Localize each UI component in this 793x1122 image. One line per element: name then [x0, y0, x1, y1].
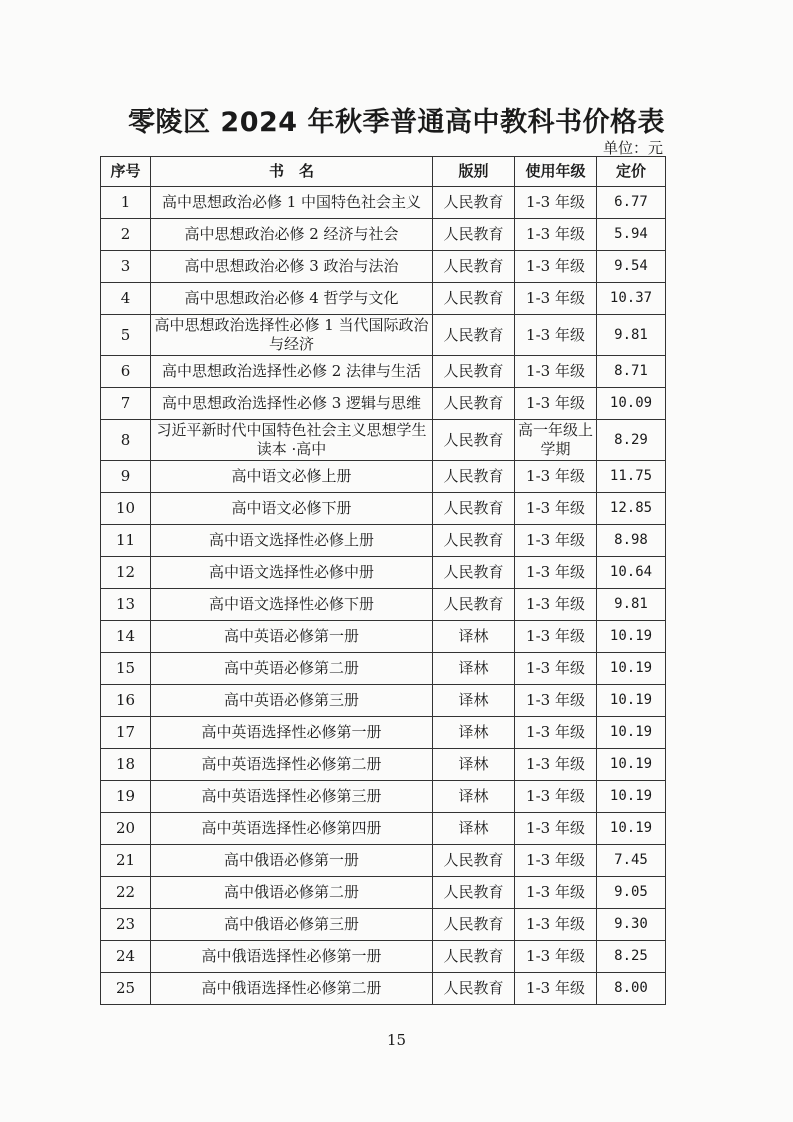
price-cell: 10.64 — [597, 557, 666, 589]
table-body — [101, 187, 666, 1005]
row-number-cell: 1 — [101, 187, 151, 219]
table-row — [101, 653, 666, 685]
row-number-cell: 25 — [101, 973, 151, 1005]
edition-cell: 译林 — [433, 621, 515, 653]
edition-cell: 人民教育 — [433, 420, 515, 461]
row-number-cell: 9 — [101, 461, 151, 493]
edition-cell: 人民教育 — [433, 845, 515, 877]
edition-cell: 人民教育 — [433, 877, 515, 909]
row-number-cell: 2 — [101, 219, 151, 251]
table-row — [101, 621, 666, 653]
edition-cell: 译林 — [433, 749, 515, 781]
edition-cell: 人民教育 — [433, 525, 515, 557]
book-name-cell: 高中俄语选择性必修第一册 — [151, 941, 433, 973]
grade-cell: 高一年级上学期 — [515, 420, 597, 461]
book-name-cell: 高中俄语必修第二册 — [151, 877, 433, 909]
header-edition: 版别 — [433, 157, 515, 187]
row-number-cell: 6 — [101, 356, 151, 388]
row-number-cell: 19 — [101, 781, 151, 813]
grade-cell: 1-3 年级 — [515, 717, 597, 749]
table-row — [101, 813, 666, 845]
table-row — [101, 525, 666, 557]
table-row — [101, 941, 666, 973]
price-cell: 11.75 — [597, 461, 666, 493]
grade-cell: 1-3 年级 — [515, 941, 597, 973]
book-name-cell: 高中俄语必修第一册 — [151, 845, 433, 877]
book-name-cell: 高中英语必修第三册 — [151, 685, 433, 717]
table-row — [101, 219, 666, 251]
book-name-cell: 高中英语选择性必修第二册 — [151, 749, 433, 781]
grade-cell: 1-3 年级 — [515, 525, 597, 557]
table-row — [101, 315, 666, 356]
row-number-cell: 23 — [101, 909, 151, 941]
row-number-cell: 10 — [101, 493, 151, 525]
grade-cell: 1-3 年级 — [515, 493, 597, 525]
grade-cell: 1-3 年级 — [515, 219, 597, 251]
row-number-cell: 22 — [101, 877, 151, 909]
row-number-cell: 16 — [101, 685, 151, 717]
price-cell: 9.81 — [597, 589, 666, 621]
price-cell: 8.98 — [597, 525, 666, 557]
grade-cell: 1-3 年级 — [515, 621, 597, 653]
table-row — [101, 356, 666, 388]
book-name-cell: 高中英语必修第二册 — [151, 653, 433, 685]
row-number-cell: 15 — [101, 653, 151, 685]
table-row — [101, 461, 666, 493]
edition-cell: 译林 — [433, 653, 515, 685]
book-name-cell: 高中思想政治选择性必修 3 逻辑与思维 — [151, 388, 433, 420]
price-cell: 10.19 — [597, 813, 666, 845]
row-number-cell: 21 — [101, 845, 151, 877]
price-cell: 6.77 — [597, 187, 666, 219]
book-name-cell: 高中语文必修下册 — [151, 493, 433, 525]
textbook-price-table — [100, 156, 666, 1005]
grade-cell: 1-3 年级 — [515, 557, 597, 589]
edition-cell: 译林 — [433, 813, 515, 845]
row-number-cell: 13 — [101, 589, 151, 621]
price-cell: 7.45 — [597, 845, 666, 877]
book-name-cell: 高中思想政治选择性必修 1 当代国际政治与经济 — [151, 315, 433, 356]
table-row — [101, 589, 666, 621]
edition-cell: 人民教育 — [433, 219, 515, 251]
book-name-cell: 高中英语选择性必修第三册 — [151, 781, 433, 813]
grade-cell: 1-3 年级 — [515, 388, 597, 420]
grade-cell: 1-3 年级 — [515, 653, 597, 685]
edition-cell: 人民教育 — [433, 251, 515, 283]
book-name-cell: 高中思想政治必修 3 政治与法治 — [151, 251, 433, 283]
edition-cell: 人民教育 — [433, 493, 515, 525]
row-number-cell: 5 — [101, 315, 151, 356]
grade-cell: 1-3 年级 — [515, 973, 597, 1005]
price-cell: 8.71 — [597, 356, 666, 388]
edition-cell: 人民教育 — [433, 388, 515, 420]
book-name-cell: 高中俄语必修第三册 — [151, 909, 433, 941]
row-number-cell: 14 — [101, 621, 151, 653]
book-name-cell: 高中英语选择性必修第四册 — [151, 813, 433, 845]
row-number-cell: 12 — [101, 557, 151, 589]
grade-cell: 1-3 年级 — [515, 749, 597, 781]
price-cell: 9.81 — [597, 315, 666, 356]
price-cell: 8.29 — [597, 420, 666, 461]
row-number-cell: 3 — [101, 251, 151, 283]
price-cell: 12.85 — [597, 493, 666, 525]
table-row — [101, 973, 666, 1005]
grade-cell: 1-3 年级 — [515, 589, 597, 621]
header-grade: 使用年级 — [515, 157, 597, 187]
row-number-cell: 4 — [101, 283, 151, 315]
table-header-row — [101, 157, 666, 187]
table-row — [101, 749, 666, 781]
grade-cell: 1-3 年级 — [515, 187, 597, 219]
row-number-cell: 20 — [101, 813, 151, 845]
table-row — [101, 717, 666, 749]
table-row — [101, 493, 666, 525]
book-name-cell: 高中英语选择性必修第一册 — [151, 717, 433, 749]
price-cell: 10.19 — [597, 621, 666, 653]
row-number-cell: 7 — [101, 388, 151, 420]
row-number-cell: 8 — [101, 420, 151, 461]
grade-cell: 1-3 年级 — [515, 909, 597, 941]
price-cell: 8.00 — [597, 973, 666, 1005]
header-book-name: 书 名 — [151, 157, 433, 187]
row-number-cell: 11 — [101, 525, 151, 557]
row-number-cell: 24 — [101, 941, 151, 973]
grade-cell: 1-3 年级 — [515, 461, 597, 493]
price-cell: 10.37 — [597, 283, 666, 315]
grade-cell: 1-3 年级 — [515, 813, 597, 845]
table-row — [101, 187, 666, 219]
edition-cell: 人民教育 — [433, 187, 515, 219]
edition-cell: 人民教育 — [433, 557, 515, 589]
table-row — [101, 781, 666, 813]
book-name-cell: 高中思想政治必修 1 中国特色社会主义 — [151, 187, 433, 219]
table-row — [101, 420, 666, 461]
price-cell: 10.09 — [597, 388, 666, 420]
grade-cell: 1-3 年级 — [515, 845, 597, 877]
edition-cell: 译林 — [433, 781, 515, 813]
price-cell: 10.19 — [597, 685, 666, 717]
page-title: 零陵区 2024 年秋季普通高中教科书价格表 — [128, 107, 665, 138]
edition-cell: 人民教育 — [433, 461, 515, 493]
grade-cell: 1-3 年级 — [515, 251, 597, 283]
price-cell: 10.19 — [597, 717, 666, 749]
table-row — [101, 251, 666, 283]
price-cell: 5.94 — [597, 219, 666, 251]
unit-label: 单位：元 — [602, 139, 663, 157]
book-name-cell: 高中语文必修上册 — [151, 461, 433, 493]
row-number-cell: 17 — [101, 717, 151, 749]
book-name-cell: 高中语文选择性必修上册 — [151, 525, 433, 557]
edition-cell: 人民教育 — [433, 589, 515, 621]
table-row — [101, 388, 666, 420]
grade-cell: 1-3 年级 — [515, 356, 597, 388]
edition-cell: 人民教育 — [433, 315, 515, 356]
book-name-cell: 高中俄语选择性必修第二册 — [151, 973, 433, 1005]
book-name-cell: 高中思想政治必修 4 哲学与文化 — [151, 283, 433, 315]
edition-cell: 译林 — [433, 685, 515, 717]
book-name-cell: 习近平新时代中国特色社会主义思想学生读本 ·高中 — [151, 420, 433, 461]
table-row — [101, 283, 666, 315]
grade-cell: 1-3 年级 — [515, 877, 597, 909]
book-name-cell: 高中语文选择性必修中册 — [151, 557, 433, 589]
edition-cell: 人民教育 — [433, 356, 515, 388]
price-cell: 10.19 — [597, 749, 666, 781]
grade-cell: 1-3 年级 — [515, 685, 597, 717]
edition-cell: 人民教育 — [433, 973, 515, 1005]
table-row — [101, 557, 666, 589]
book-name-cell: 高中英语必修第一册 — [151, 621, 433, 653]
edition-cell: 人民教育 — [433, 909, 515, 941]
price-cell: 10.19 — [597, 653, 666, 685]
book-name-cell: 高中思想政治选择性必修 2 法律与生活 — [151, 356, 433, 388]
grade-cell: 1-3 年级 — [515, 283, 597, 315]
edition-cell: 人民教育 — [433, 283, 515, 315]
edition-cell: 人民教育 — [433, 941, 515, 973]
table-row — [101, 845, 666, 877]
table-row — [101, 685, 666, 717]
edition-cell: 译林 — [433, 717, 515, 749]
table-row — [101, 909, 666, 941]
price-cell: 9.30 — [597, 909, 666, 941]
price-cell: 9.05 — [597, 877, 666, 909]
table-row — [101, 877, 666, 909]
price-cell: 8.25 — [597, 941, 666, 973]
grade-cell: 1-3 年级 — [515, 781, 597, 813]
book-name-cell: 高中语文选择性必修下册 — [151, 589, 433, 621]
header-number: 序号 — [101, 157, 151, 187]
price-cell: 10.19 — [597, 781, 666, 813]
grade-cell: 1-3 年级 — [515, 315, 597, 356]
row-number-cell: 18 — [101, 749, 151, 781]
header-price: 定价 — [597, 157, 666, 187]
page-number: 15 — [386, 1031, 407, 1049]
book-name-cell: 高中思想政治必修 2 经济与社会 — [151, 219, 433, 251]
price-cell: 9.54 — [597, 251, 666, 283]
